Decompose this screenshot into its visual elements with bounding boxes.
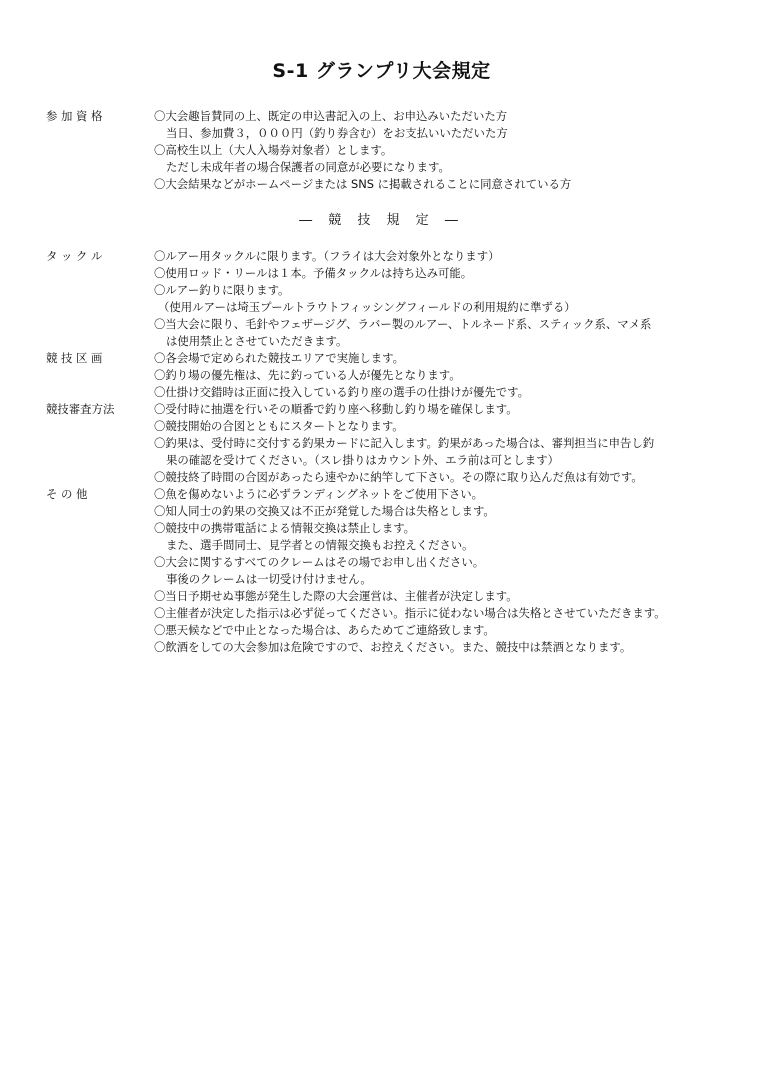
area-line: 〇各会場で定められた競技エリアで実施します。 (154, 351, 405, 365)
judging-line: 〇競技終了時間の合図があったら速やかに納竿して下さい。その際に取り込んだ魚は有効です。 (154, 470, 643, 484)
tackle-row (0, 248, 763, 265)
participation-label: 参 加 資 格 (46, 109, 103, 123)
other-line: 〇知人同士の釣果の交換又は不正が発覚した場合は失格とします。 (154, 504, 495, 518)
tackle-line: （使用ルアーは埼玉プールトラウトフィッシングフィールドの利用規約に準ずる） (158, 300, 576, 314)
other-row (0, 639, 763, 656)
other-line: 〇飲酒をしての大会参加は危険ですので、お控えください。また、競技中は禁酒となります。 (154, 640, 632, 654)
tackle-section (0, 248, 763, 656)
tackle-row (0, 282, 763, 299)
other-row (0, 554, 763, 571)
participation-row (0, 159, 763, 176)
tackle-row (0, 299, 763, 316)
participation-row (0, 176, 763, 193)
judging-line: 〇受付時に抽選を行いその順番で釣り座へ移動し釣り場を確保します。 (154, 402, 518, 416)
area-row (0, 384, 763, 401)
judging-row (0, 469, 763, 486)
judging-row (0, 401, 763, 418)
participation-line: 当日、参加費３，０００円（釣り券含む）をお支払いいただいた方 (166, 126, 508, 140)
judging-line: 〇釣果は、受付時に交付する釣果カードに記入します。釣果があった場合は、審判担当に申告し釣 (154, 436, 655, 450)
participation-row (0, 142, 763, 159)
tackle-line: 〇当大会に限り、毛針やフェザージグ、ラバー製のルアー、トルネード系、スティック系、マメ系 (154, 317, 652, 331)
participation-line: 〇高校生以上（大人入場券対象者）とします。 (154, 143, 393, 157)
area-row (0, 350, 763, 367)
other-row (0, 520, 763, 537)
tackle-line: 〇ルアー用タックルに限ります。（フライは大会対象外となります） (154, 249, 500, 263)
other-row (0, 537, 763, 554)
tackle-line: は使用禁止とさせていただきます。 (166, 334, 348, 348)
other-row (0, 486, 763, 503)
judging-label: 競技審査方法 (46, 402, 115, 416)
tackle-row (0, 333, 763, 350)
tackle-line: 〇ルアー釣りに限ります。 (154, 283, 290, 297)
judging-row (0, 435, 763, 452)
other-label: そ の 他 (46, 487, 88, 501)
participation-row (0, 125, 763, 142)
other-row (0, 588, 763, 605)
other-line: また、選手間同士、見学者との情報交換もお控えください。 (166, 538, 474, 552)
area-line: 〇仕掛け交錯時は正面に投入している釣り座の選手の仕掛けが優先です。 (154, 385, 529, 399)
area-label: 競 技 区 画 (46, 351, 103, 365)
other-line: 〇魚を傷めないように必ずランディングネットをご使用下さい。 (154, 487, 484, 501)
participation-line: 〇大会結果などがホームページまたは SNS に掲載されることに同意されている方 (154, 177, 572, 191)
other-line: 〇大会に関するすべてのクレームはその場でお申し出ください。 (154, 555, 485, 569)
judging-line: 〇競技開始の合図とともにスタートとなります。 (154, 419, 404, 433)
other-row (0, 622, 763, 639)
other-row (0, 605, 763, 622)
judging-row (0, 452, 763, 469)
other-line: 〇当日予期せぬ事態が発生した際の大会運営は、主催者が決定します。 (154, 589, 518, 603)
other-line: 〇主催者が決定した指示は必ず従ってください。指示に従わない場合は失格とさせていただきます。 (154, 606, 666, 620)
other-line: 〇悪天候などで中止となった場合は、あらためてご連絡致します。 (154, 623, 495, 637)
other-line: 〇競技中の携帯電話による情報交換は禁止します。 (154, 521, 416, 535)
tackle-label: タ ッ ク ル (46, 249, 103, 263)
judging-line: 果の確認を受けてください。（スレ掛りはカウント外、エラ前は可とします） (166, 453, 559, 467)
rules-heading: ― 競 技 規 定 ― (299, 213, 464, 228)
tackle-row (0, 265, 763, 282)
other-line: 事後のクレームは一切受け付けません。 (166, 572, 372, 586)
area-row (0, 367, 763, 384)
other-row (0, 503, 763, 520)
judging-row (0, 418, 763, 435)
document-title: S-1 グランプリ大会規定 (272, 60, 491, 82)
tackle-line: 〇使用ロッド・リールは１本。予備タックルは持ち込み可能。 (154, 266, 473, 280)
participation-line: ただし未成年者の場合保護者の同意が必要になります。 (166, 160, 450, 174)
participation-section (0, 108, 763, 193)
tackle-row (0, 316, 763, 333)
participation-line: 〇大会趣旨賛同の上、既定の申込書記入の上、お申込みいただいた方 (154, 109, 508, 123)
other-row (0, 571, 763, 588)
participation-row (0, 108, 763, 125)
area-line: 〇釣り場の優先権は、先に釣っている人が優先となります。 (154, 368, 461, 382)
